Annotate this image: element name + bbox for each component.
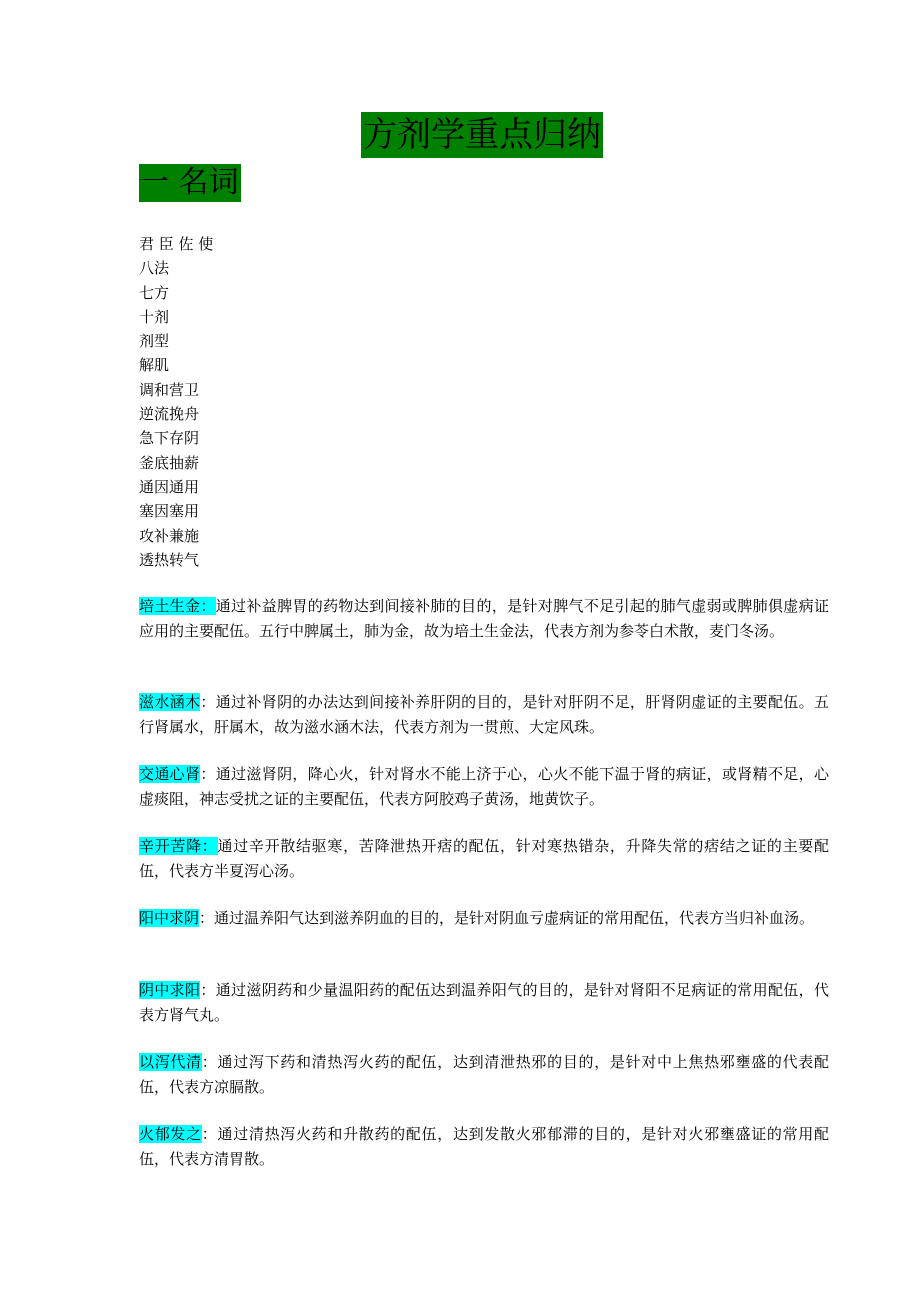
- term-list-item: 攻补兼施: [139, 526, 200, 545]
- definition-term: 滋水涵木: [139, 693, 201, 711]
- term-list-item: 逆流挽舟: [139, 405, 200, 424]
- section-heading: 一 名词: [139, 165, 239, 200]
- definition-paragraph: [139, 690, 829, 740]
- term-list-item: 调和营卫: [139, 380, 200, 399]
- definition-text: ：通过滋阴药和少量温阳药的配伍达到温养阳气的目的，是针对肾阳不足病证的常用配伍，代表方肾气丸。: [139, 981, 829, 1024]
- term-list-item: 釜底抽薪: [139, 453, 200, 472]
- definition-term: 培土生金：: [139, 597, 216, 615]
- definition-text: ：通过滋肾阴，降心火，针对肾水不能上济于心，心火不能下温于肾的病证，或肾精不足，心虚痰阻，神志受扰之证的主要配伍，代表方阿胶鸡子黄汤，地黄饮子。: [139, 765, 829, 808]
- term-list-item: 塞因塞用: [139, 502, 200, 521]
- term-list-item: 解肌: [139, 356, 170, 375]
- definition-term: 阳中求阴: [139, 909, 200, 927]
- definition-term: 阴中求阳: [139, 981, 201, 999]
- definition-paragraph: [139, 978, 829, 1028]
- definition-paragraph: [139, 594, 829, 644]
- term-list: [139, 232, 213, 572]
- definition-term: 交通心肾: [139, 765, 201, 783]
- definition-text: ：通过泻下药和清热泻火药的配伍，达到清泄热邪的目的，是针对中上焦热邪壅盛的代表配伍，代表方凉膈散。: [139, 1053, 829, 1096]
- definition-paragraph: [139, 762, 829, 812]
- term-list-item: 透热转气: [139, 550, 200, 569]
- definition-paragraph: [139, 906, 829, 931]
- term-list-item: 急下存阴: [139, 429, 200, 448]
- document-title: 方剂学重点归纳: [361, 112, 603, 158]
- definition-paragraph: [139, 1122, 829, 1172]
- term-list-item: 君 臣 佐 使: [139, 235, 214, 253]
- definition-paragraph: [139, 1050, 829, 1100]
- definition-term: 辛开苦降：: [139, 837, 218, 855]
- definition-text: ：通过温养阳气达到滋养阴血的目的，是针对阴血亏虚病证的常用配伍，代表方当归补血汤。: [199, 909, 815, 927]
- definition-text: 通过辛开散结驱寒，苦降泄热开痞的配伍，针对寒热错杂，升降失常的痞结之证的主要配伍，代表方半夏泻心汤。: [139, 837, 829, 880]
- definition-text: ：通过补肾阴的办法达到间接补养肝阴的目的，是针对肝阴不足，肝肾阴虚证的主要配伍。五行肾属水，肝属木，故为滋水涵木法，代表方剂为一贯煎、大定风珠。: [139, 693, 829, 736]
- term-list-item: 八法: [139, 259, 170, 278]
- definition-text: ：通过清热泻火药和升散药的配伍，达到发散火邪郁滞的目的，是针对火邪壅盛证的常用配伍，代表方清胃散。: [139, 1125, 829, 1168]
- term-list-item: 七方: [139, 283, 170, 302]
- definition-text: 通过补益脾胃的药物达到间接补肺的目的，是针对脾气不足引起的肺气虚弱或脾肺俱虚病证应用的主要配伍。五行中脾属土，肺为金，故为培土生金法，代表方剂为参苓白术散，麦门冬汤。: [139, 597, 829, 640]
- term-list-item: 剂型: [139, 332, 170, 351]
- definition-paragraph: [139, 834, 829, 884]
- definition-term: 火郁发之: [139, 1125, 202, 1143]
- term-list-item: 通因通用: [139, 477, 200, 496]
- definition-term: 以泻代清: [139, 1053, 202, 1071]
- term-list-item: 十剂: [139, 307, 170, 326]
